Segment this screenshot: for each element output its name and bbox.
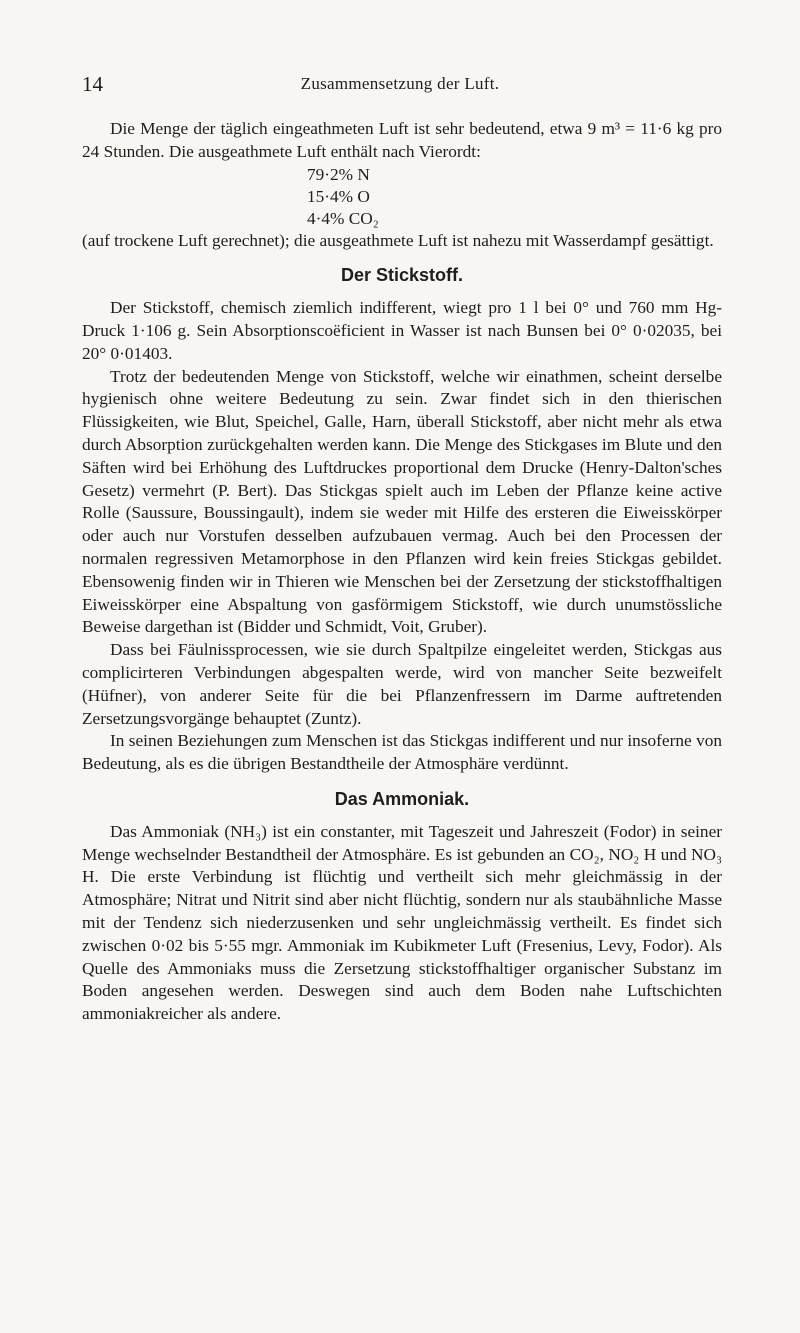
page-number: 14 [82, 72, 103, 96]
nitrogen-paragraph-3: Dass bei Fäulnissprocessen, wie sie durch Spaltpilze eingeleitet werden, Stickgas aus complicirteren Verbindungen abgespalten werde, wird von mancher Seite bezweifelt (Hüfner), von anderer Seite für die bei Pflanzenfressern im Darme auftretenden Zersetzungsvorgänge behauptet (Zuntz). [82, 640, 722, 728]
running-title: Zusammensetzung der Luft. [300, 74, 500, 93]
formula-nitrogen: 79·2% N [307, 164, 370, 184]
intro-paragraph-continued: (auf trockene Luft gerechnet); die ausgeathmete Luft ist nahezu mit Wasserdampf gesättigt. [82, 230, 714, 250]
nitrogen-paragraph-1: Der Stickstoff, chemisch ziemlich indifferent, wiegt pro 1 l bei 0° und 760 mm Hg-Druck 1·106 g. Sein Absorptionscoëficient in Wasser ist nach Bunsen bei 0° 0·02035, bei 20° 0·01403. [82, 298, 722, 363]
nitrogen-paragraph-4: In seinen Beziehungen zum Menschen ist das Stickgas indifferent und nur insoferne von Bedeutung, als es die übrigen Bestandtheile der Atmosphäre verdünnt. [82, 731, 722, 774]
intro-paragraph: Die Menge der täglich eingeathmeten Luft ist sehr bedeutend, etwa 9 m³ = 11·6 kg pro 24 Stunden. Die ausgeathmete Luft enthält nach Vierordt: [82, 119, 722, 161]
page-body [82, 118, 722, 1026]
formula-carbon-dioxide: 4·4% CO₂ [307, 208, 379, 228]
section-heading-nitrogen: Der Stickstoff. [340, 265, 464, 286]
nitrogen-paragraph-2: Trotz der bedeutenden Menge von Stickstoff, welche wir einathmen, scheint derselbe hygienisch ohne weitere Bedeutung zu sein. Zwar findet sich in den thierischen Flüssigkeiten, wie Blut, Speichel, Galle, Harn, überall Stickstoff, aber nicht mehr als etwa durch Absorption zurückgehalten werden kann. Die Menge des Stickgases im Blute und den Säften wird bei Erhöhung des Luftdruckes proportional dem Drucke (Henry-Dalton'sches Gesetz) vermehrt (P. Bert). Das Stickgas spielt auch im Leben der Pflanze keine active Rolle (Saussure, Boussingault), indem sie weder mit Hilfe des ersteren die Eiweisskörper oder auch nur Vorstufen desselben aufzubauen vermag. Auch bei den Processen der normalen regressiven Metamorphose in den Pflanzen wird kein freies Stickgas gebildet. Ebensowenig finden wir in Thieren wie Menschen bei der Zersetzung der stickstoffhaltigen Eiweisskörper eine Abspaltung von gasförmigem Stickstoff, wie durch unumstössliche Beweise dargethan ist (Bidder und Schmidt, Voit, Gruber). [82, 366, 722, 637]
ammonia-paragraph-1: Das Ammoniak (NH₃) ist ein constanter, mit Tageszeit und Jahreszeit (Fodor) in seiner Menge wechselnder Bestandtheil der Atmosphäre. Es ist gebunden an CO₂, NO₂ H und NO₃ H. Die erste Verbindung ist flüchtig und vertheilt sich mehr gleichmässig in der Atmosphäre; Nitrat und Nitrit sind aber nicht flüchtig, sondern nur als staubähnliche Masse mit der Tendenz sich niederzusenken und sehr ungleichmässig vertheilt. Es findet sich zwischen 0·02 bis 5·55 mgr. Ammoniak im Kubikmeter Luft (Fresenius, Levy, Fodor). Als Quelle des Ammoniaks muss die Zersetzung stickstoffhaltiger organischer Substanz im Boden angesehen werden. Deswegen sind auch dem Boden nahe Luftschichten ammoniakreicher als andere. [82, 821, 722, 1024]
section-heading-ammonia: Das Ammoniak. [334, 788, 470, 809]
formula-oxygen: 15·4% O [307, 186, 370, 206]
page-header [82, 72, 718, 100]
